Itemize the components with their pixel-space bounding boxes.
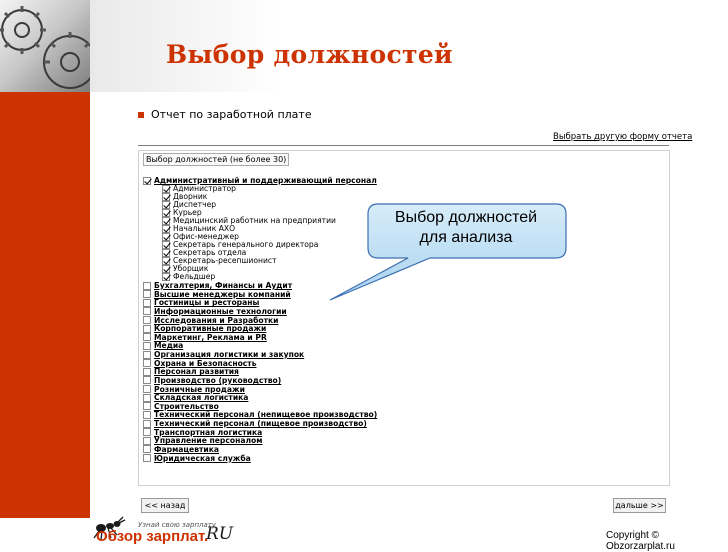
row-label: Управление персоналом (154, 436, 263, 446)
logo-name: Обзор зарплат. (96, 528, 209, 545)
row-label: Строительство (154, 401, 219, 411)
callout-line-1: Выбор должностей (394, 209, 538, 226)
row-label: Складская логистика (154, 393, 249, 403)
row-label: Медиа (154, 341, 184, 351)
row-label: Начальник АХО (173, 224, 236, 233)
row-label: Розничные продажи (154, 384, 245, 394)
row-label: Фельдшер (173, 272, 216, 281)
copyright-text: Copyright © Obzorzarplat.ru (606, 530, 675, 552)
next-button[interactable]: дальше >> (613, 498, 666, 513)
row-label: Исследования и Разработки (154, 315, 279, 325)
row-label: Корпоративные продажи (154, 324, 267, 334)
row-label: Медицинский работник на предприятии (173, 216, 336, 225)
change-form-link[interactable]: Выбрать другую форму отчета (553, 132, 693, 142)
row-label: Производство (руководство) (154, 375, 282, 385)
list-title: Выбор должностей (не более 30) (143, 153, 289, 166)
row-label: Транспортная логистика (154, 427, 263, 437)
row-label: Фармацевтика (154, 444, 220, 454)
row-label: Организация логистики и закупок (154, 350, 305, 360)
row-label: Гостиницы и рестораны (154, 298, 260, 308)
row-label: Офис-менеджер (173, 232, 239, 241)
row-label: Технический персонал (пищевое производство) (154, 419, 367, 429)
row-label: Персонал развития (154, 367, 239, 377)
row-label: Секретарь-ресепшионист (173, 256, 277, 265)
logo-suffix: RU (206, 524, 234, 544)
row-label: Административный и поддерживающий персонал (154, 176, 377, 185)
row-label: Юридическая служба (154, 453, 251, 463)
row-label: Технический персонал (непищевое производство) (154, 410, 378, 420)
back-button[interactable]: << назад (141, 498, 189, 513)
row-label: Администратор (173, 184, 236, 193)
row-label: Высшие менеджеры компаний (154, 289, 291, 299)
row-label: Бухгалтерия, Финансы и Аудит (154, 281, 293, 290)
row-label: Охрана и Безопасность (154, 358, 257, 368)
row-label: Секретарь генерального директора (173, 240, 319, 249)
row-label: Диспетчер (173, 200, 217, 209)
row-label: Уборщик (173, 264, 209, 273)
row-label: Информационные технологии (154, 306, 287, 316)
row-label: Маркетинг, Реклама и PR (154, 332, 267, 342)
row-label: Курьер (173, 208, 202, 217)
slide-title: Выбор должностей (166, 40, 453, 69)
row-label: Дворник (173, 192, 208, 201)
report-label: Отчет по заработной плате (151, 108, 312, 121)
callout-line-2: для анализа (419, 229, 513, 246)
logo-tagline: Узнай свою зарплату (138, 521, 217, 529)
row-label: Секретарь отдела (173, 248, 247, 257)
callout-text (376, 208, 556, 248)
